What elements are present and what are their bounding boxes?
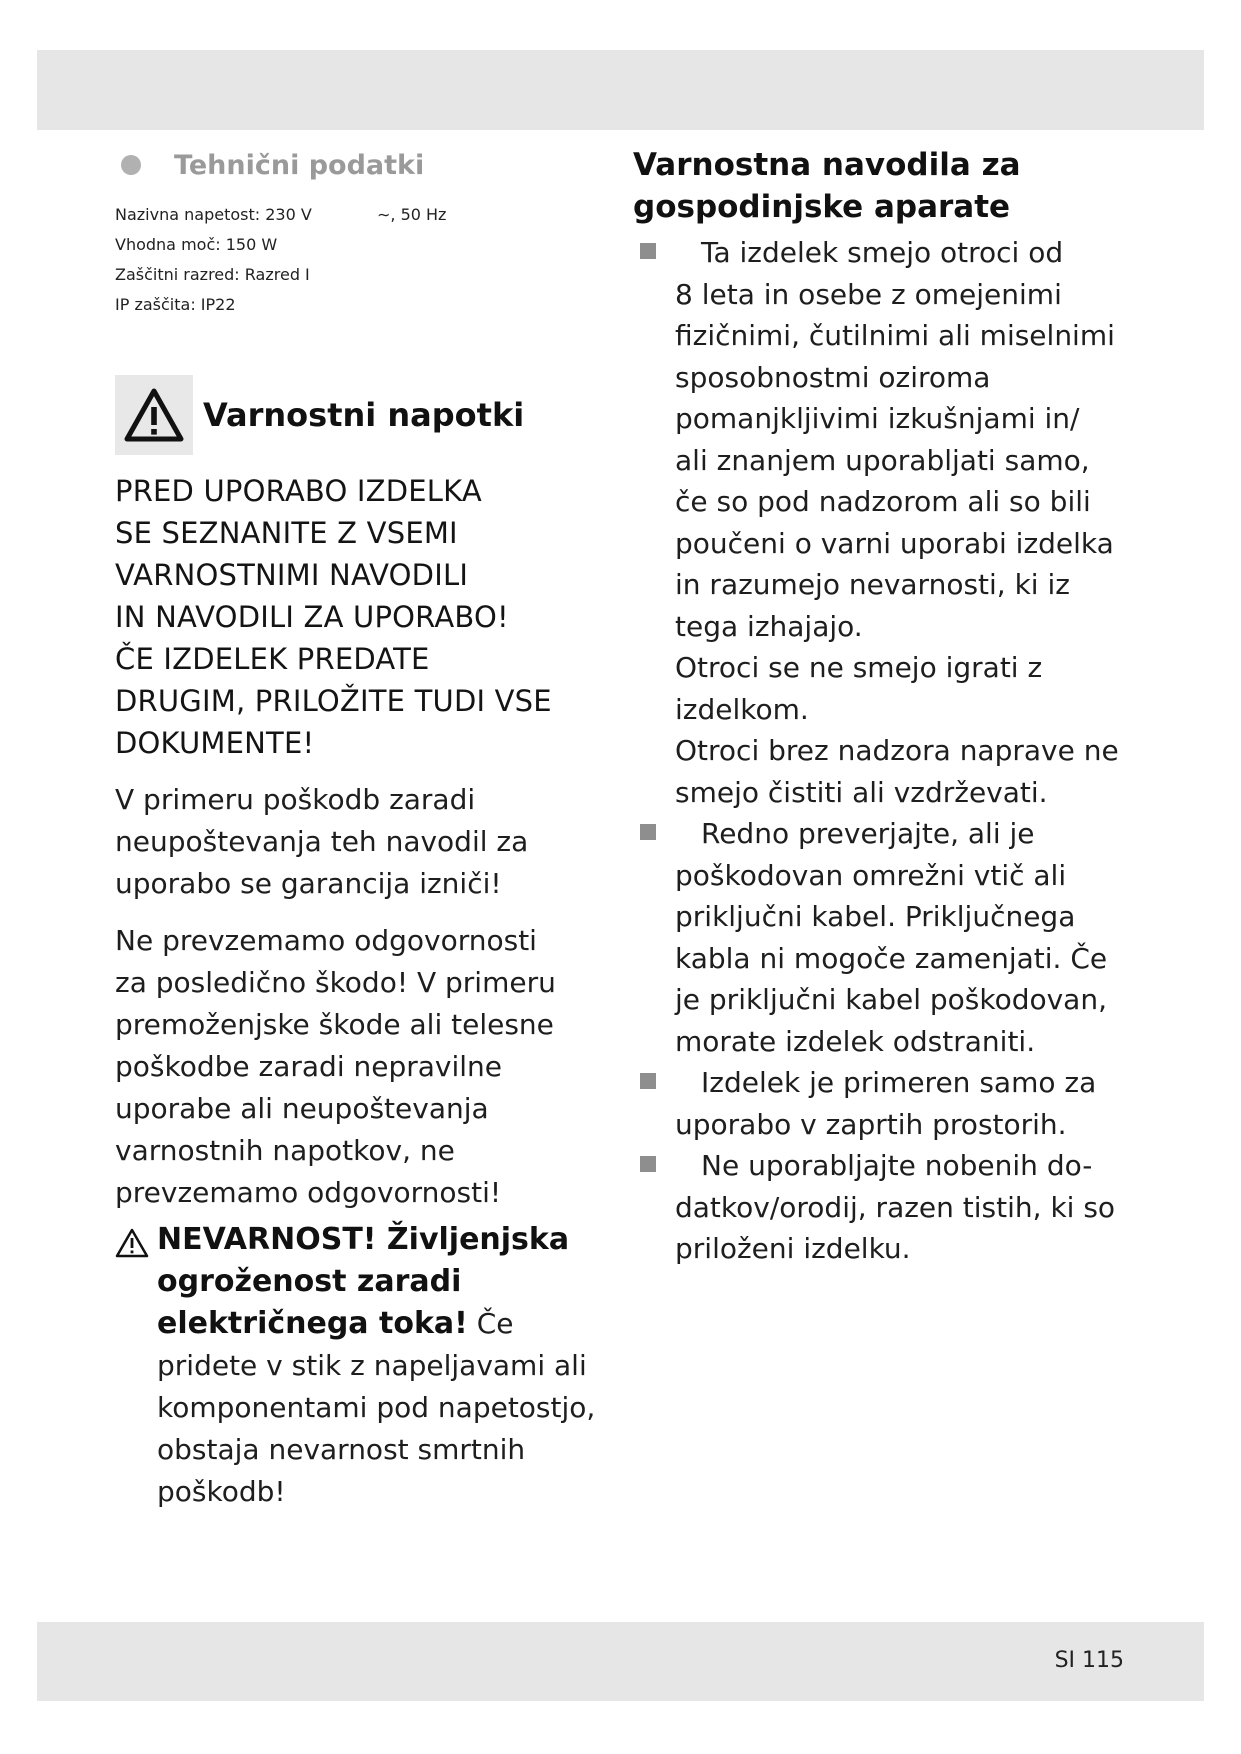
text-line: Ne prevzemamo odgovornosti	[115, 924, 537, 957]
liability-paragraph	[115, 920, 615, 1214]
caps-line: IN NAVODILI ZA UPORABO!	[115, 600, 509, 634]
text-line: fizičnimi, čutilnimi ali miselnimi	[675, 319, 1115, 352]
text-fragment: Če	[467, 1307, 514, 1340]
square-bullet-icon	[640, 824, 656, 840]
text-line: Ta izdelek smejo otroci od	[701, 236, 1064, 269]
text-line: izdelkom.	[675, 692, 809, 726]
caps-line: SE SEZNANITE Z VSEMI	[115, 516, 458, 550]
household-safety-title	[633, 144, 1133, 228]
text-line: neupoštevanja teh navodil za	[115, 825, 529, 858]
spec-row	[115, 230, 615, 260]
text-line: za posledično škodo! V primeru	[115, 966, 556, 999]
danger-heading-line: električnega toka!	[157, 1306, 468, 1341]
text-line: tega izhajajo.	[675, 609, 863, 643]
spec-power: Vhodna moč: 150 W	[115, 235, 278, 254]
header-band	[37, 50, 1204, 130]
text-line: 8 leta in osebe z omejenimi	[675, 277, 1062, 311]
text-line: Ne uporabljajte nobenih do-	[701, 1149, 1093, 1182]
spec-row	[115, 200, 615, 230]
text-line: obstaja nevarnost smrtnih	[157, 1433, 526, 1466]
list-item	[633, 1145, 1133, 1270]
read-instructions-warning	[115, 470, 615, 764]
tech-section-heading	[115, 140, 615, 190]
danger-heading-line: ogroženost zaradi	[157, 1264, 462, 1299]
safety-heading	[115, 375, 615, 455]
text-line: Otroci se ne smejo igrati z	[675, 651, 1043, 684]
text-line: ali znanjem uporabljati samo,	[675, 443, 1090, 477]
warranty-paragraph	[115, 779, 615, 905]
text-line: prevzemamo odgovornosti!	[115, 1176, 502, 1209]
title-line: Varnostna navodila za	[633, 147, 1021, 183]
text-line: priloženi izdelku.	[675, 1232, 911, 1265]
electric-danger-warning	[115, 1219, 615, 1513]
text-line: morate izdelek odstraniti.	[675, 1024, 1036, 1058]
text-line: premoženjske škode ali telesne	[115, 1008, 554, 1041]
text-line: pomanjkljivimi izkušnjami in/	[675, 402, 1080, 435]
text-line: uporabo v zaprtih prostorih.	[675, 1107, 1067, 1141]
spec-row	[115, 260, 615, 290]
text-line: pridete v stik z napeljavami ali	[157, 1349, 587, 1382]
text-line: Redno preverjajte, ali je	[701, 817, 1035, 850]
text-line: Izdelek je primeren samo za	[701, 1066, 1097, 1099]
caps-line: PRED UPORABO IZDELKA	[115, 474, 482, 508]
household-bullet-list	[633, 232, 1133, 1270]
spec-ip-rating: IP zaščita: IP22	[115, 295, 236, 314]
spec-row	[115, 290, 615, 320]
danger-heading-line: NEVARNOST! Življenjska	[157, 1222, 570, 1257]
tech-title: Tehnični podatki	[174, 149, 425, 181]
text-line: in razumejo nevarnosti, ki iz	[675, 568, 1070, 601]
text-line: poškodbe zaradi nepravilne	[115, 1050, 503, 1083]
bullet-dot-icon	[121, 155, 141, 175]
text-line: V primeru poškodb zaradi	[115, 783, 476, 816]
caps-line: DRUGIM, PRILOŽITE TUDI VSE	[115, 684, 552, 718]
safety-title: Varnostni napotki	[203, 396, 525, 434]
text-line: uporabe ali neupoštevanja	[115, 1092, 489, 1125]
text-line: komponentami pod napetostjo,	[157, 1391, 596, 1424]
text-line: smejo čistiti ali vzdrževati.	[675, 775, 1048, 809]
title-line: gospodinjske aparate	[633, 189, 1011, 225]
list-item	[633, 813, 1133, 1062]
footer-band	[37, 1622, 1204, 1701]
square-bullet-icon	[640, 243, 656, 259]
square-bullet-icon	[640, 1073, 656, 1089]
caps-line: VARNOSTNIMI NAVODILI	[115, 558, 469, 592]
spec-protection-class: Zaščitni razred: Razred I	[115, 265, 310, 284]
list-item	[633, 1062, 1133, 1145]
text-line: datkov/orodij, razen tistih, ki so	[675, 1190, 1116, 1224]
list-item	[633, 232, 1133, 813]
text-line: varnostnih napotkov, ne	[115, 1134, 455, 1167]
page-number: SI 115	[1054, 1648, 1124, 1673]
spec-frequency: ∼, 50 Hz	[377, 205, 447, 224]
text-line: če so pod nadzorom ali so bili	[675, 485, 1091, 518]
text-line: Otroci brez nadzora naprave ne	[675, 734, 1119, 767]
text-line: sposobnostmi oziroma	[675, 360, 991, 394]
left-column	[115, 140, 615, 1513]
text-line: priključni kabel. Priključnega	[675, 900, 1076, 933]
right-column	[633, 140, 1133, 1270]
warning-triangle-icon	[115, 1228, 149, 1258]
text-line: poškodb!	[157, 1475, 286, 1508]
caps-line: ČE IZDELEK PREDATE	[115, 642, 430, 676]
text-line: poškodovan omrežni vtič ali	[675, 858, 1067, 892]
caps-line: DOKUMENTE!	[115, 726, 315, 760]
spec-voltage: Nazivna napetost: 230 V	[115, 205, 312, 224]
spec-list	[115, 200, 615, 320]
text-line: uporabo se garancija izniči!	[115, 867, 502, 900]
square-bullet-icon	[640, 1156, 656, 1172]
text-line: je priključni kabel poškodovan,	[675, 983, 1107, 1016]
warning-triangle-icon	[115, 375, 193, 455]
text-line: poučeni o varni uporabi izdelka	[675, 526, 1114, 560]
text-line: kabla ni mogoče zamenjati. Če	[675, 941, 1108, 975]
